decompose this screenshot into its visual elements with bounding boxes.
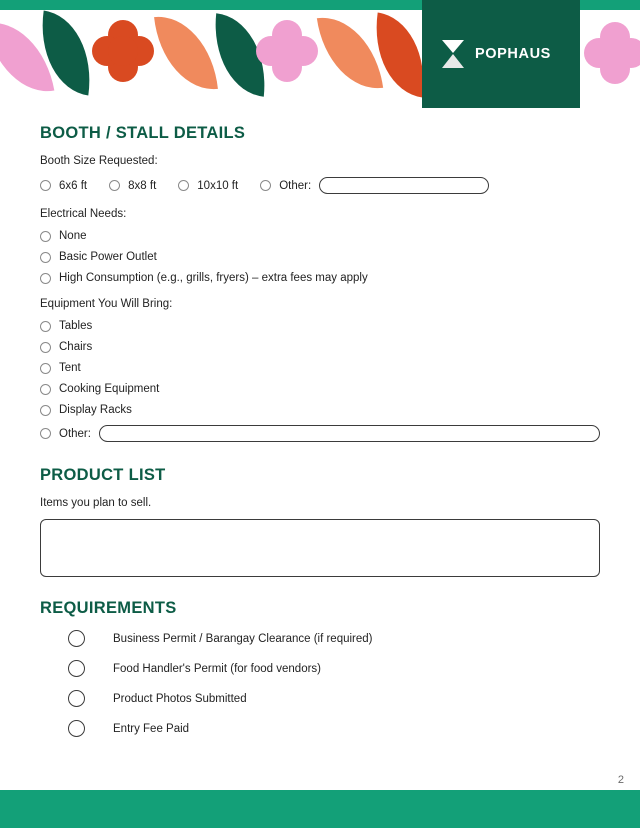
requirement-item-entry-fee[interactable]	[40, 720, 600, 737]
equipment-option-other[interactable]	[40, 425, 600, 442]
option-label: Chairs	[59, 341, 93, 353]
radio-icon[interactable]	[40, 180, 51, 191]
radio-icon[interactable]	[40, 273, 51, 284]
option-label: Other:	[279, 179, 312, 192]
page-header	[0, 0, 640, 108]
option-label: High Consumption (e.g., grills, fryers) – extra fees may apply	[59, 272, 368, 284]
option-label: Tables	[59, 320, 93, 332]
brand-logo	[422, 0, 580, 108]
flower-shape	[584, 22, 640, 84]
requirement-item-product-photos[interactable]	[40, 690, 600, 707]
electrical-option-basic[interactable]	[40, 251, 600, 263]
electrical-needs-label: Electrical Needs:	[40, 208, 127, 220]
booth-size-option-other[interactable]	[260, 180, 311, 192]
product-list-textarea[interactable]	[40, 519, 600, 577]
requirement-label: Business Permit / Barangay Clearance (if required)	[113, 632, 373, 645]
radio-icon[interactable]	[40, 231, 51, 242]
equipment-other-input[interactable]	[99, 425, 600, 442]
option-label: Cooking Equipment	[59, 383, 160, 395]
radio-icon[interactable]	[109, 180, 120, 191]
section-title-product-list: PRODUCT LIST	[40, 466, 166, 484]
checkbox-circle-icon[interactable]	[68, 720, 85, 737]
equipment-option-cooking[interactable]	[40, 383, 600, 395]
option-label: Tent	[59, 362, 81, 374]
booth-size-label: Booth Size Requested:	[40, 155, 158, 167]
petal-shape	[154, 11, 218, 94]
equipment-option-tent[interactable]	[40, 362, 600, 374]
equipment-option-tables[interactable]	[40, 320, 600, 332]
option-label: Display Racks	[59, 404, 132, 416]
option-label: Other:	[59, 427, 91, 440]
checkbox-circle-icon[interactable]	[68, 660, 85, 677]
form-content	[0, 108, 640, 737]
radio-icon[interactable]	[260, 180, 271, 191]
radio-icon[interactable]	[40, 384, 51, 395]
radio-icon[interactable]	[40, 405, 51, 416]
hourglass-icon	[440, 39, 466, 69]
requirement-item-food-handlers-permit[interactable]	[40, 660, 600, 677]
booth-size-option-6x6[interactable]	[40, 180, 87, 192]
brand-name: POPHAUS	[475, 46, 551, 62]
flower-shape	[256, 20, 318, 82]
option-label: None	[59, 230, 87, 242]
equipment-options	[40, 320, 600, 442]
equipment-option-display-racks[interactable]	[40, 404, 600, 416]
radio-icon[interactable]	[178, 180, 189, 191]
section-title-requirements: REQUIREMENTS	[40, 599, 177, 617]
electrical-option-none[interactable]	[40, 230, 600, 242]
radio-icon[interactable]	[40, 321, 51, 332]
electrical-option-high[interactable]	[40, 272, 600, 284]
requirement-label: Entry Fee Paid	[113, 722, 190, 735]
booth-size-options	[40, 177, 600, 194]
page-footer-bar	[0, 790, 640, 828]
requirement-label: Product Photos Submitted	[113, 692, 247, 705]
booth-size-other-input[interactable]	[319, 177, 489, 194]
requirements-list	[40, 630, 600, 737]
radio-icon[interactable]	[40, 342, 51, 353]
option-label: 6x6 ft	[59, 179, 88, 192]
flower-shape	[92, 20, 154, 82]
section-title-booth: BOOTH / STALL DETAILS	[40, 124, 246, 142]
electrical-needs-options	[40, 230, 600, 284]
option-label: Basic Power Outlet	[59, 251, 157, 263]
booth-size-option-10x10[interactable]	[178, 180, 238, 192]
equipment-option-chairs[interactable]	[40, 341, 600, 353]
requirement-label: Food Handler's Permit (for food vendors)	[113, 662, 322, 675]
option-label: 8x8 ft	[128, 179, 157, 192]
product-list-subtitle: Items you plan to sell.	[40, 497, 152, 509]
option-label: 10x10 ft	[197, 179, 239, 192]
checkbox-circle-icon[interactable]	[68, 690, 85, 707]
checkbox-circle-icon[interactable]	[68, 630, 85, 647]
requirement-item-business-permit[interactable]	[40, 630, 600, 647]
petal-shape	[317, 10, 383, 95]
booth-size-option-8x8[interactable]	[109, 180, 156, 192]
radio-icon[interactable]	[40, 363, 51, 374]
radio-icon[interactable]	[40, 252, 51, 263]
equipment-label: Equipment You Will Bring:	[40, 298, 173, 310]
radio-icon[interactable]	[40, 428, 51, 439]
page-number: 2	[617, 774, 624, 786]
